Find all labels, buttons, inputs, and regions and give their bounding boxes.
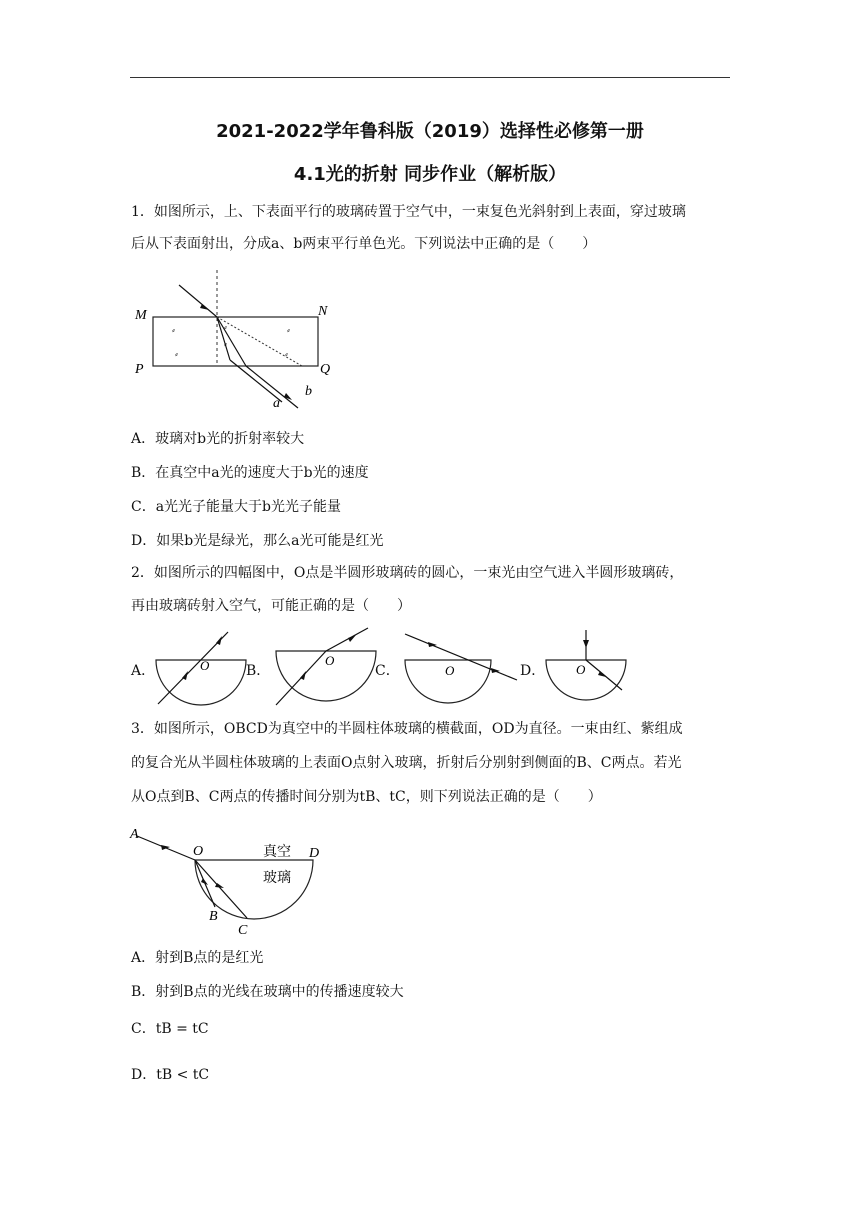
q3-stem-line1: 3．如图所示，OBCD为真空中的半圆柱体玻璃的横截面，OD为直径。一束由红、紫组成 [131, 721, 683, 737]
label-P: P [135, 362, 144, 377]
label-B: B [209, 909, 218, 924]
q1-stem-line2: 后从下表面射出，分成a、b两束平行单色光。下列说法中正确的是（ ） [131, 236, 597, 252]
q2-figure-b [264, 625, 384, 710]
svg-text:O: O [576, 662, 586, 677]
svg-text:⸗: ⸗ [175, 349, 178, 359]
q3-option-d: D．tB < tC [131, 1067, 210, 1083]
q3-option-a: A．射到B点的是红光 [131, 950, 264, 966]
q3-semicircle-figure [125, 822, 335, 942]
q2-figure-c [395, 628, 525, 708]
q2-stem-line1: 2．如图所示的四幅图中，O点是半圆形玻璃砖的圆心，一束光由空气进入半圆形玻璃砖， [131, 565, 684, 581]
q2-figure-a [148, 630, 248, 710]
svg-text:⸗: ⸗ [287, 325, 290, 335]
label-A: A [130, 827, 139, 842]
label-N: N [318, 304, 328, 319]
svg-text:⸗: ⸗ [172, 325, 175, 335]
label-M: M [135, 308, 147, 323]
q2-choice-d-label: D． [520, 663, 546, 679]
svg-text:⸗: ⸗ [224, 339, 227, 349]
doc-subtitle: 4.1光的折射 同步作业（解析版） [293, 164, 567, 185]
svg-text:O: O [200, 658, 210, 673]
q1-glass-slab-figure [130, 265, 340, 410]
q2-choice-a-label: A． [131, 663, 156, 679]
q3-stem-line3: 从O点到B、C两点的传播时间分别为tB、tC，则下列说法正确的是（ ） [131, 789, 602, 805]
q1-stem-line1: 1．如图所示，上、下表面平行的玻璃砖置于空气中，一束复色光斜射到上表面，穿过玻璃 [131, 204, 686, 220]
q1-option-b: B．在真空中a光的速度大于b光的速度 [131, 465, 369, 481]
q2-choice-c-label: C． [375, 663, 400, 679]
header-rule [130, 77, 730, 78]
q1-option-c: C．a光光子能量大于b光光子能量 [131, 499, 342, 515]
label-b: b [305, 384, 312, 399]
q3-option-b: B．射到B点的光线在玻璃中的传播速度较大 [131, 984, 404, 1000]
doc-title: 2021-2022学年鲁科版（2019）选择性必修第一册 [216, 121, 644, 142]
label-vacuum: 真空 [263, 845, 291, 860]
label-D: D [309, 846, 320, 861]
q3-option-c: C．tB = tC [131, 1021, 209, 1037]
q3-stem-line2: 的复合光从半圆柱体玻璃的上表面O点射入玻璃，折射后分别射到侧面的B、C两点。若光 [131, 755, 682, 771]
q1-option-a: A．玻璃对b光的折射率较大 [131, 431, 305, 447]
q1-option-d: D．如果b光是绿光，那么a光可能是红光 [131, 533, 384, 549]
label-glass: 玻璃 [263, 871, 291, 886]
label-C: C [238, 923, 248, 938]
label-a: a [273, 396, 280, 410]
svg-text:⸗: ⸗ [285, 349, 288, 359]
q2-stem-line2: 再由玻璃砖射入空气，可能正确的是（ ） [131, 598, 411, 614]
label-Q: Q [320, 362, 331, 377]
svg-text:O: O [445, 663, 455, 678]
svg-text:O: O [325, 653, 335, 668]
svg-text:⸗: ⸗ [224, 322, 227, 332]
q2-figure-d [542, 626, 632, 708]
label-O: O [193, 844, 204, 859]
q2-choice-b-label: B． [246, 663, 271, 679]
